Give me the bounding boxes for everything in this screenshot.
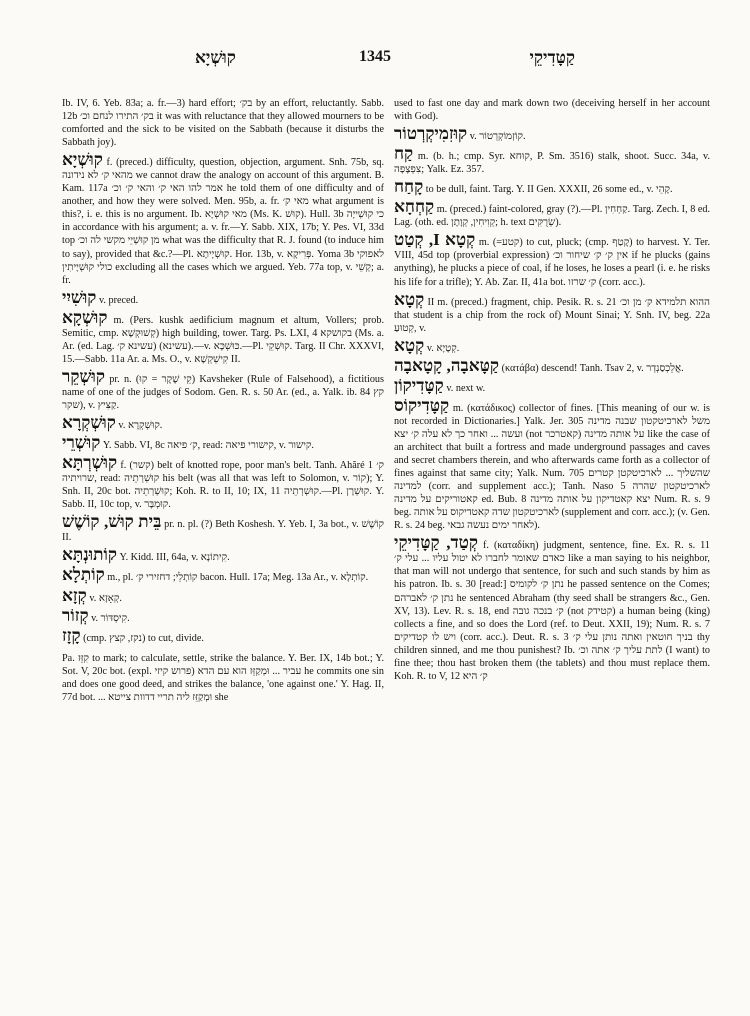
entry-headword: קַטָּאבָה, קָטָאבָה: [394, 355, 500, 375]
page-header: [0, 48, 750, 78]
dictionary-entry: [394, 178, 710, 196]
entry-headword: קוּשְׁקָא: [62, 307, 108, 327]
entry-text: (cmp. נקז, קצץ) to cut, divide.: [83, 632, 204, 644]
left-guide-word: קוּשְׁיָא: [195, 48, 236, 67]
entry-text: m. (Pers. kushk aedificium magnum et altum, Vollers; prob. Semitic, cmp. קְשׁוּקְשָׁא) high building, tower. Targ. Ps. LXI, 4 בקושקא (Ms. a. Ar. (ed. Lag. עשינא ק׳) (עשינא).—v. כּוּשְׁכָּא.—Pl. קוּשְׁקֵי. Targ. II Chr. XXXVI, 15.—Sabb. 11a Ar. a. Ms. O., v. קִישְׁקְשָׁא II.: [62, 314, 385, 365]
dictionary-entry: [62, 647, 384, 704]
entry-text: Pa. קִזֵּז to mark; to calculate, settle, strike the balance. Y. Ber. IX, 14b bot.; Y. Sot. V, 20c bot. (expl. פרוש קיזי) עביר ... וּמְקַזֵּז הוא עם הדא he commits one sin and does one good deed, and strikes the balance, 'one against one.' Y. Hag. II, 77d bot. ... וּמְקַזֵּז ליה תריי דדוות צייטא she: [62, 652, 385, 703]
dictionary-entry: [62, 587, 384, 605]
entry-text: v. קִיסְדּוֹר.: [91, 612, 130, 624]
dictionary-entry: [62, 607, 384, 625]
entry-text: v. קוּשְׁקְרָא.: [118, 420, 163, 432]
entry-text: v. preced.: [98, 294, 139, 306]
page-number: 1345: [359, 48, 391, 65]
entry-text: m. (=קטע) to cut, pluck; (cmp. קָטַף) to harvest. Y. Ter. VIII, 45d top (proverbial expression) אין ק׳ ק׳ שיחור וכ׳ if he plucks (gains anything), he plucks a piece of coal, if he loses, he loses a pearl (i. e. he risks his life for a trifle); Y. Ab. Zar. II, 41a bot. ק׳ שרזו (corr. acc.).: [394, 237, 711, 288]
entry-headword: קָחַח: [394, 177, 424, 197]
dictionary-entry: [394, 337, 710, 355]
entry-text: m. (κατάδικος) collector of fines. [This meaning of our w. is not recorded in Dictionaries.] Yalk. Jer. 305 משל לארכיטקטון שבנה מדינה ועשה ... ואחר כך לא עלה ק׳ יצא (not קאטרכר) על אותה מדינה like the case of an architect that built a fortress and made underground passages and caves and secret chambers therein, and who afterwards came forth as a collector of fines against that same city; Yalk. Num. 705 שהשליך ... לארכיטקטן קטרים למדינה (corr. and supplement acc.); Tanh. Naso 5 לארכיטקטון שהרה קאטוריקים על מדינה ed. Bub. 8 יצא קאטדיקון על אותה מדינה Num. R. s. 9 beg. לארכיטקטון שדה קאטדיקוס על אותה (supplement and corr. acc.); (v. Gen. R. s. 24 beg. לאחר ימים נעשה גבאי).: [394, 402, 710, 532]
entry-text: pr. n. (קֵי שֶׁקֶר = קוּ) Kavsheker (Rule of Falsehood), a fictitious name of one of the judges of Sodom. Gen. R. s. 50 Ar. (ed., a. Yalk. ib. 84 קץ שקר), v. קַצִּיץ.: [62, 373, 384, 411]
entry-text: Y. Kidd. III, 64a, v. קִיתוֹנָא.: [119, 552, 230, 564]
entry-headword: קוּשִׁיִי: [62, 287, 97, 307]
entry-headword: קְזוֹר: [62, 605, 89, 625]
entry-headword: קַטָּדִיקוֹן: [394, 375, 444, 395]
dictionary-entry: [62, 414, 384, 432]
entry-text: f. (καταδίκη) judgment, sentence, fine. Ex. R. s. 11 כאדם שאומר לחברו לא יטול עליו ... עלי ק׳ like a man saying to his neighbor, that man will not undergo that sentence, for such and such stands by him as his patron. Ib. s. 30 [read:] נתן ק׳ לקומיס he passed sentence on the Comes; נתן ק׳ לאברהם he sentenced Abraham (thy seed shall be strangers &c., Gen. XV, 13). Lev. R. s. 18, end ק׳ בנכה גובה (not קטידק) a human being (king) collects a fine, and so does the Lord (ref. to Deut. XXII, 19); Num. R. s. 7 ויש לו קטדיקים (corr. acc.). Deut. R. s. 3 בניך חוטאין ואתה נותן עלי ק׳ thy children sinned, and me thou punishest? Ib. לתת עליך ק׳ אתה וכ׳ (I want) to fine thee; thou hast broken them (the tablets) and thou must replace them. Koh. R. to V, 12 ק׳ היא: [394, 540, 711, 682]
dictionary-entry: [394, 534, 710, 683]
right-guide-word: קַטָּדִיקֵי: [529, 48, 575, 67]
entry-text: v. קְאָזָא.: [89, 592, 122, 604]
dictionary-entry: [62, 92, 384, 149]
dictionary-entry: [62, 513, 384, 544]
entry-headword: קוּשְׁקֵר: [62, 366, 105, 386]
dictionary-entry: [394, 397, 710, 532]
entry-headword: קְטָא: [394, 335, 425, 355]
entry-headword: קוּשְׁרֵי: [62, 433, 101, 453]
entry-text: used to fast one day and mark down two (deceiving herself in her account with God).: [394, 98, 710, 123]
entry-headword: קוּזִמִיקְרְטוֹר: [394, 124, 468, 144]
entry-text: v. קוֹזְמוֹקְרְטוֹר.: [469, 131, 526, 143]
entry-text: m. (b. h.; cmp. Syr. קוּחא, P. Sm. 3516) stalk, shoot. Succ. 34a, v. צִפְצָפָה; Yalk. Ez. 357.: [394, 151, 711, 176]
entry-headword: קְטַד, קַטָּדִיקֵי: [394, 533, 479, 553]
dictionary-entry: [62, 309, 384, 366]
entry-headword: קָזָז: [62, 625, 81, 645]
dictionary-entry: [394, 125, 710, 143]
entry-headword: קְזָא: [62, 585, 87, 605]
right-column: [394, 92, 710, 685]
entry-headword: קְטָא I, קְטַט: [394, 230, 476, 250]
entry-text: m. (preced.) faint-colored, gray (?).—Pl. קַחְחִין. Targ. Zech. I, 8 ed. Lag. (oth. ed. קְוִיחִין, קְוָתָן; h. text שְׂרֻקִּים).: [394, 204, 711, 229]
entry-text: (κατάβα) descend! Tanh. Tsav 2, v. אֲלֵכְסַנְדְר.: [501, 362, 684, 374]
dictionary-entry: [394, 145, 710, 176]
entry-headword: קַטָּדִיקוֹס: [394, 395, 450, 415]
entry-text: to be dull, faint. Targ. Y. II Gen. XXXII, 26 some ed., v. קָהֵי.: [425, 184, 673, 196]
entry-headword: קוּשְׁיָא: [62, 150, 103, 170]
entry-headword: קְטָא: [394, 289, 425, 309]
entry-headword: קַח: [394, 144, 414, 164]
entry-headword: קַחְחָא: [394, 197, 435, 217]
entry-headword: קוֹתוּנְתָּא: [62, 545, 117, 565]
entry-text: v. קְטָיָא.: [426, 342, 460, 354]
entry-text: II m. (preced.) fragment, chip. Pesik. R. s. 21 ההוא תלמידא ק׳ מן וכ׳ that student is a chip from the rock of) Mount Sinai; Y. Snh. IV, beg. 22a קְטוּעַ, v.: [394, 296, 710, 334]
dictionary-entry: [62, 454, 384, 511]
dictionary-entry: [394, 291, 710, 335]
dictionary-entry: [394, 198, 710, 229]
entry-text: m., pl. קוֹתְלֵי; דחזירי ק׳ bacon. Hull. 17a; Meg. 13a Ar., v. קוֹתְלָא.: [107, 572, 369, 584]
dictionary-entry: [62, 627, 384, 645]
dictionary-entry: [394, 231, 710, 288]
dictionary-entry: [62, 289, 384, 307]
left-column: [62, 92, 384, 706]
entry-text: Y. Sabb. VI, 8c ק׳ פיאה, read: קישורי פיאה, v. קישור.: [102, 440, 314, 452]
dictionary-entry: [62, 151, 384, 286]
entry-headword: קוּשְׁקְרָא: [62, 413, 116, 433]
dictionary-entry: [62, 566, 384, 584]
entry-text: f. (קשר) belt of knotted rope, poor man's belt. Tanh. Ahăré 1 ק׳ שרויתיה, read: קוּשְׁרְתֵיה his belt (was all that was left to Solomon, v. קוֹר); Y. Snh. II, 20c bot. קוּשְׁרְתֵיה; Koh. R. to II, 10; IX, 11 קוּשְׁרְתֵיה.—Pl. קוּשְׁרָן. Y. Sabb. II, 10c top, v. קוּמְבָּר.: [62, 460, 384, 511]
dictionary-entry: [394, 377, 710, 395]
entry-headword: קוּשְׁרְתָּא: [62, 453, 118, 473]
entry-text: Ib. IV, 6. Yeb. 83a; a. fr.—3) hard effort; בק׳ by an effort, reluctantly. Sabb. 12b בק׳ התירו לנחם וכ׳ it was with reluctance that they allowed mourners to be comforted and the sick to be visited on the Sabbath (because it disturbs the Sabbath joy).: [62, 98, 384, 149]
entry-headword: בֵּית קוּשׁ, קוֹשֶׁשׁ: [62, 512, 162, 532]
dictionary-entry: [62, 368, 384, 412]
dictionary-entry: [62, 434, 384, 452]
dictionary-entry: [62, 546, 384, 564]
dictionary-entry: [394, 92, 710, 123]
entry-text: f. (preced.) difficulty, question, objection, argument. Snh. 75b, sq. מהאי ק׳ לא נידונה we cannot draw the analogy on account of this argument. B. Kam. 117a אמר להו האי ק׳ והאי ק׳ וכ׳ he told them of one difficulty and of another, and how they were solved. Men. 95b, a. fr. מאי ק׳ what argument is this?, i. e. this is no argument. Ib. מאי קוּשְׁיָא (Ms. K. קוּשׁ). Hull. 3b כי קוּשְׁייָה in accordance with his argument; a. v. fr.—Y. Sabb. XIX, 17b; Y. Pes. VI, 33d top מן קוּשְׁיֵי מקשי לה וכ׳ what was the difficulty that R. J. found (to induce him to say), provided that &c.?—Pl. קוּשְׁיָיתָא. Hor. 13b, v. פְּרִיקָא. Yoma 3b לאפוקי כולי קוּשְׁיָיתִין excluding all the cases which we argued. Yeb. 77a top, v. קְשֵׁי; a. fr.: [62, 157, 385, 286]
entry-text: v. next w.: [446, 382, 486, 394]
entry-text: pr. n. pl. (?) Beth Koshesh. Y. Yeb. I, 3a bot., v. קוֹשֶׁשׁ II.: [62, 519, 384, 544]
dictionary-entry: [394, 357, 710, 375]
entry-headword: קוֹתְלָא: [62, 565, 105, 585]
